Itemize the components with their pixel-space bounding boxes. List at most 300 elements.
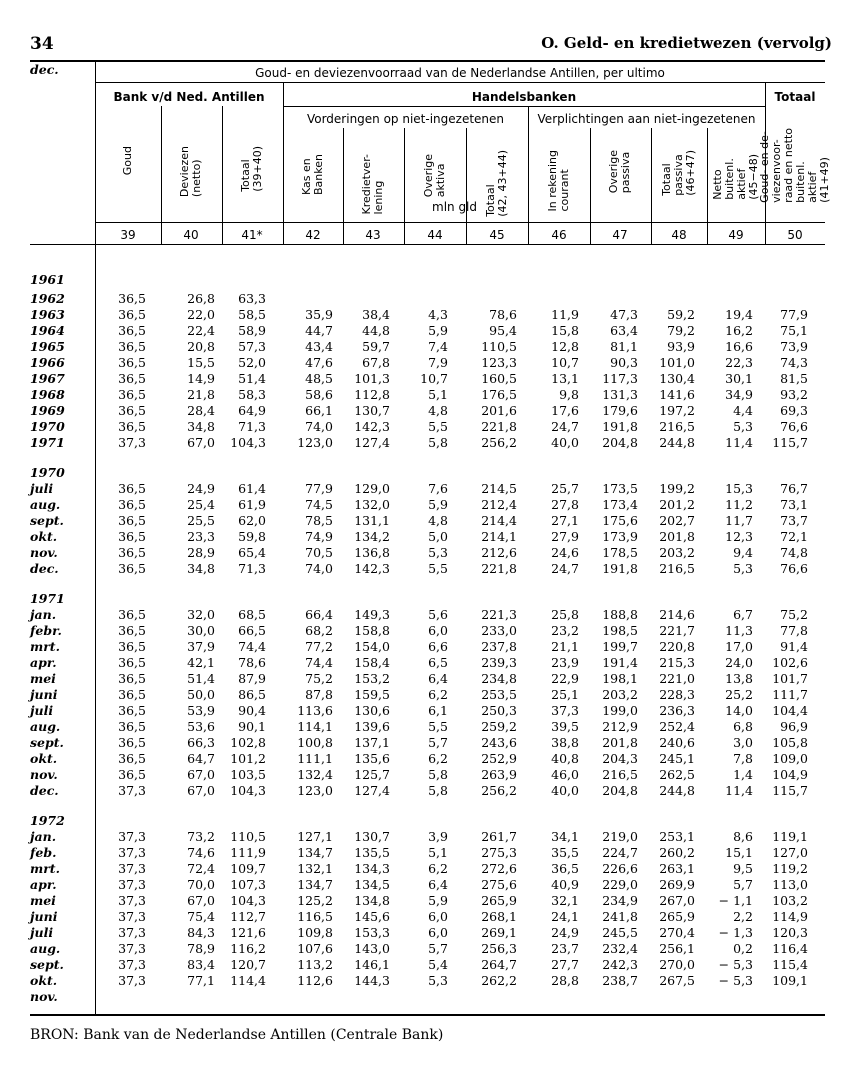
table-cell: 93,2 bbox=[780, 387, 808, 402]
table-cell: 57,3 bbox=[238, 339, 266, 354]
table-cell: 114,4 bbox=[230, 973, 266, 988]
table-cell: 37,3 bbox=[118, 909, 146, 924]
table-cell: 12,3 bbox=[725, 529, 753, 544]
table-cell: 8,6 bbox=[733, 829, 753, 844]
table-cell: 244,8 bbox=[659, 435, 695, 450]
table-cell: 37,3 bbox=[118, 861, 146, 876]
table-cell: 137,1 bbox=[354, 735, 390, 750]
table-cell: 268,1 bbox=[481, 909, 517, 924]
row-label: juni bbox=[30, 687, 58, 702]
table-cell: 130,7 bbox=[354, 829, 390, 844]
table-cell: 36,5 bbox=[118, 291, 146, 306]
table-cell: 141,6 bbox=[659, 387, 695, 402]
row-label: juli bbox=[30, 925, 54, 940]
table-cell: 52,0 bbox=[238, 355, 266, 370]
table-cell: 36,5 bbox=[118, 687, 146, 702]
table-cell: 11,3 bbox=[725, 623, 753, 638]
table-cell: 275,6 bbox=[481, 877, 517, 892]
row-label: 1970 bbox=[30, 465, 65, 480]
table-cell: 134,7 bbox=[297, 877, 333, 892]
table-cell: 40,0 bbox=[551, 783, 579, 798]
table-cell: 107,6 bbox=[297, 941, 333, 956]
column-number: 49 bbox=[728, 228, 744, 242]
table-cell: 39,5 bbox=[551, 719, 579, 734]
table-cell: 130,4 bbox=[659, 371, 695, 386]
table-cell: 201,8 bbox=[659, 529, 695, 544]
table-cell: 9,8 bbox=[559, 387, 579, 402]
table-cell: 32,1 bbox=[551, 893, 579, 908]
table-cell: 202,7 bbox=[659, 513, 695, 528]
table-cell: 46,0 bbox=[551, 767, 579, 782]
table-cell: 22,0 bbox=[187, 307, 215, 322]
table-cell: 0,2 bbox=[733, 941, 753, 956]
table-cell: 37,3 bbox=[118, 845, 146, 860]
column-header-44: Overige aktiva bbox=[422, 154, 447, 198]
table-cell: 77,9 bbox=[305, 481, 333, 496]
group-vorderingen: Vorderingen op niet-ingezetenen bbox=[306, 112, 505, 126]
table-cell: 139,6 bbox=[354, 719, 390, 734]
table-cell: 267,0 bbox=[659, 893, 695, 908]
table-cell: 36,5 bbox=[118, 339, 146, 354]
table-cell: 146,1 bbox=[354, 957, 390, 972]
table-cell: 103,2 bbox=[772, 893, 808, 908]
table-cell: 115,7 bbox=[772, 435, 808, 450]
table-cell: 117,3 bbox=[602, 371, 638, 386]
table-cell: 59,7 bbox=[362, 339, 390, 354]
table-cell: 37,3 bbox=[118, 435, 146, 450]
column-header-49: Netto buitenl. aktief (45−48) bbox=[711, 154, 760, 200]
table-cell: 262,5 bbox=[659, 767, 695, 782]
table-cell: 37,3 bbox=[118, 877, 146, 892]
table-cell: 70,0 bbox=[187, 877, 215, 892]
table-cell: 32,0 bbox=[187, 607, 215, 622]
table-cell: 70,5 bbox=[305, 545, 333, 560]
column-number: 40 bbox=[183, 228, 199, 242]
column-header-46: In rekening courant bbox=[546, 150, 571, 212]
table-cell: 7,4 bbox=[428, 339, 448, 354]
table-cell: 90,1 bbox=[238, 719, 266, 734]
table-cell: 16,6 bbox=[725, 339, 753, 354]
table-cell: 270,4 bbox=[659, 925, 695, 940]
row-label: juli bbox=[30, 481, 54, 496]
table-cell: 110,5 bbox=[230, 829, 266, 844]
table-cell: 58,3 bbox=[238, 387, 266, 402]
table-cell: 67,0 bbox=[187, 893, 215, 908]
table-cell: 11,9 bbox=[551, 307, 579, 322]
table-cell: 4,8 bbox=[428, 403, 448, 418]
column-number: 48 bbox=[671, 228, 687, 242]
row-label: aug. bbox=[30, 497, 61, 512]
table-cell: 9,5 bbox=[733, 861, 753, 876]
row-label: 1971 bbox=[30, 435, 65, 450]
table-cell: 42,1 bbox=[187, 655, 215, 670]
table-cell: 75,2 bbox=[780, 607, 808, 622]
table-cell: 229,0 bbox=[602, 877, 638, 892]
table-cell: 116,5 bbox=[297, 909, 333, 924]
table-cell: 58,9 bbox=[238, 323, 266, 338]
table-cell: 275,3 bbox=[481, 845, 517, 860]
table-cell: 100,8 bbox=[297, 735, 333, 750]
table-cell: 6,2 bbox=[428, 687, 448, 702]
table-cell: 77,8 bbox=[780, 623, 808, 638]
table-cell: 252,4 bbox=[659, 719, 695, 734]
table-cell: 81,5 bbox=[780, 371, 808, 386]
table-cell: 160,5 bbox=[481, 371, 517, 386]
table-cell: 59,2 bbox=[667, 307, 695, 322]
table-cell: 30,1 bbox=[725, 371, 753, 386]
table-cell: 226,6 bbox=[602, 861, 638, 876]
table-cell: 11,4 bbox=[725, 783, 753, 798]
column-header-42: Kas en Banken bbox=[300, 154, 325, 195]
row-label: aug. bbox=[30, 941, 61, 956]
table-cell: 74,8 bbox=[780, 545, 808, 560]
table-cell: 64,7 bbox=[187, 751, 215, 766]
unit-label: mln gld bbox=[432, 200, 478, 214]
table-cell: 5,5 bbox=[428, 719, 448, 734]
data-table bbox=[30, 60, 831, 1016]
table-cell: 25,5 bbox=[187, 513, 215, 528]
table-cell: 36,5 bbox=[118, 655, 146, 670]
table-cell: 224,7 bbox=[602, 845, 638, 860]
table-cell: 28,4 bbox=[187, 403, 215, 418]
table-cell: 132,4 bbox=[297, 767, 333, 782]
table-cell: 127,4 bbox=[354, 783, 390, 798]
table-cell: 10,7 bbox=[420, 371, 448, 386]
table-cell: 40,0 bbox=[551, 435, 579, 450]
table-cell: 5,5 bbox=[428, 561, 448, 576]
table-cell: 23,2 bbox=[551, 623, 579, 638]
table-cell: 131,3 bbox=[602, 387, 638, 402]
table-cell: 6,0 bbox=[428, 925, 448, 940]
table-cell: 216,5 bbox=[659, 561, 695, 576]
table-cell: 113,0 bbox=[772, 877, 808, 892]
row-label: juni bbox=[30, 909, 58, 924]
table-cell: 36,5 bbox=[118, 703, 146, 718]
table-cell: 262,2 bbox=[481, 973, 517, 988]
table-cell: 37,3 bbox=[118, 925, 146, 940]
table-cell: 24,9 bbox=[551, 925, 579, 940]
table-cell: 220,8 bbox=[659, 639, 695, 654]
table-cell: 22,9 bbox=[551, 671, 579, 686]
table-cell: 188,8 bbox=[602, 607, 638, 622]
table-cell: 5,4 bbox=[428, 957, 448, 972]
table-cell: 50,0 bbox=[187, 687, 215, 702]
table-cell: 19,4 bbox=[725, 307, 753, 322]
table-cell: 212,9 bbox=[602, 719, 638, 734]
table-cell: − 5,3 bbox=[718, 957, 753, 972]
table-cell: 120,7 bbox=[230, 957, 266, 972]
table-cell: 154,0 bbox=[354, 639, 390, 654]
table-cell: 221,8 bbox=[481, 419, 517, 434]
table-cell: 204,8 bbox=[602, 783, 638, 798]
table-cell: 27,8 bbox=[551, 497, 579, 512]
table-cell: 179,6 bbox=[602, 403, 638, 418]
table-cell: 232,4 bbox=[602, 941, 638, 956]
table-cell: 15,8 bbox=[551, 323, 579, 338]
table-cell: 20,8 bbox=[187, 339, 215, 354]
table-cell: 113,2 bbox=[297, 957, 333, 972]
table-cell: 64,9 bbox=[238, 403, 266, 418]
table-cell: 109,0 bbox=[772, 751, 808, 766]
table-cell: 23,3 bbox=[187, 529, 215, 544]
column-header-43: Kredietver- lening bbox=[360, 154, 385, 215]
table-cell: 242,3 bbox=[602, 957, 638, 972]
table-cell: 120,3 bbox=[772, 925, 808, 940]
row-label: 1969 bbox=[30, 403, 65, 418]
table-cell: 5,9 bbox=[428, 323, 448, 338]
row-label: mrt. bbox=[30, 861, 60, 876]
row-label: nov. bbox=[30, 767, 58, 782]
table-cell: 72,4 bbox=[187, 861, 215, 876]
table-cell: 73,1 bbox=[780, 497, 808, 512]
table-cell: 73,9 bbox=[780, 339, 808, 354]
table-cell: 6,4 bbox=[428, 671, 448, 686]
table-cell: 87,9 bbox=[238, 671, 266, 686]
row-label: nov. bbox=[30, 545, 58, 560]
table-cell: 153,3 bbox=[354, 925, 390, 940]
column-number: 50 bbox=[787, 228, 803, 242]
table-cell: 7,8 bbox=[733, 751, 753, 766]
table-cell: 5,1 bbox=[428, 387, 448, 402]
table-cell: 5,7 bbox=[428, 735, 448, 750]
table-cell: 135,6 bbox=[354, 751, 390, 766]
group-totaal: Totaal bbox=[774, 90, 816, 104]
table-cell: 121,6 bbox=[230, 925, 266, 940]
table-cell: 264,7 bbox=[481, 957, 517, 972]
table-cell: 256,1 bbox=[659, 941, 695, 956]
table-cell: 142,3 bbox=[354, 419, 390, 434]
table-cell: 158,4 bbox=[354, 655, 390, 670]
row-label: sept. bbox=[30, 957, 64, 972]
table-cell: 203,2 bbox=[659, 545, 695, 560]
table-cell: 36,5 bbox=[118, 323, 146, 338]
table-cell: 158,8 bbox=[354, 623, 390, 638]
table-cell: 256,3 bbox=[481, 941, 517, 956]
table-cell: 43,4 bbox=[305, 339, 333, 354]
table-cell: 86,5 bbox=[238, 687, 266, 702]
table-cell: 109,7 bbox=[230, 861, 266, 876]
table-cell: 253,1 bbox=[659, 829, 695, 844]
table-cell: 125,7 bbox=[354, 767, 390, 782]
table-cell: 234,9 bbox=[602, 893, 638, 908]
table-cell: 113,6 bbox=[297, 703, 333, 718]
table-cell: 221,0 bbox=[659, 671, 695, 686]
table-cell: 6,4 bbox=[428, 877, 448, 892]
table-cell: 28,8 bbox=[551, 973, 579, 988]
column-number: 44 bbox=[427, 228, 443, 242]
table-cell: 51,4 bbox=[238, 371, 266, 386]
table-cell: 250,3 bbox=[481, 703, 517, 718]
table-cell: 14,0 bbox=[725, 703, 753, 718]
table-cell: 68,5 bbox=[238, 607, 266, 622]
table-cell: 74,5 bbox=[305, 497, 333, 512]
table-cell: 109,1 bbox=[772, 973, 808, 988]
table-cell: 6,0 bbox=[428, 909, 448, 924]
table-cell: 44,8 bbox=[362, 323, 390, 338]
table-cell: 5,7 bbox=[428, 941, 448, 956]
table-cell: 236,3 bbox=[659, 703, 695, 718]
table-cell: 40,8 bbox=[551, 751, 579, 766]
table-cell: 221,8 bbox=[481, 561, 517, 576]
table-cell: 24,7 bbox=[551, 419, 579, 434]
table-cell: 3,0 bbox=[733, 735, 753, 750]
table-cell: 40,9 bbox=[551, 877, 579, 892]
table-cell: 74,3 bbox=[780, 355, 808, 370]
table-cell: 245,1 bbox=[659, 751, 695, 766]
row-label: nov. bbox=[30, 989, 58, 1004]
table-cell: 130,7 bbox=[354, 403, 390, 418]
table-cell: 129,0 bbox=[354, 481, 390, 496]
row-label: okt. bbox=[30, 973, 58, 988]
table-cell: 75,2 bbox=[305, 671, 333, 686]
table-cell: 6,2 bbox=[428, 751, 448, 766]
row-label: apr. bbox=[30, 877, 57, 892]
running-title: O. Geld- en kredietwezen (vervolg) bbox=[541, 34, 832, 52]
table-cell: 61,9 bbox=[238, 497, 266, 512]
table-cell: 36,5 bbox=[118, 481, 146, 496]
table-cell: 5,3 bbox=[428, 973, 448, 988]
table-cell: 6,0 bbox=[428, 623, 448, 638]
table-cell: 36,5 bbox=[118, 307, 146, 322]
table-cell: 67,8 bbox=[362, 355, 390, 370]
table-cell: 44,7 bbox=[305, 323, 333, 338]
table-cell: 5,3 bbox=[428, 545, 448, 560]
table-cell: 104,3 bbox=[230, 435, 266, 450]
row-label: feb. bbox=[30, 845, 57, 860]
table-cell: 93,9 bbox=[667, 339, 695, 354]
table-cell: 203,2 bbox=[602, 687, 638, 702]
table-cell: 5,8 bbox=[428, 435, 448, 450]
table-cell: 73,2 bbox=[187, 829, 215, 844]
table-cell: 153,2 bbox=[354, 671, 390, 686]
table-cell: 6,5 bbox=[428, 655, 448, 670]
table-cell: 36,5 bbox=[118, 561, 146, 576]
table-cell: 216,5 bbox=[659, 419, 695, 434]
table-cell: 239,3 bbox=[481, 655, 517, 670]
table-cell: 111,9 bbox=[230, 845, 266, 860]
table-cell: 111,1 bbox=[297, 751, 333, 766]
table-cell: 263,1 bbox=[659, 861, 695, 876]
table-cell: 51,4 bbox=[187, 671, 215, 686]
table-cell: 36,5 bbox=[118, 355, 146, 370]
table-cell: 199,0 bbox=[602, 703, 638, 718]
table-cell: 116,4 bbox=[772, 941, 808, 956]
table-cell: 261,7 bbox=[481, 829, 517, 844]
row-label: jan. bbox=[30, 829, 57, 844]
table-cell: 36,5 bbox=[118, 671, 146, 686]
table-cell: 87,8 bbox=[305, 687, 333, 702]
table-cell: 123,3 bbox=[481, 355, 517, 370]
table-cell: 104,3 bbox=[230, 893, 266, 908]
table-cell: 6,7 bbox=[733, 607, 753, 622]
table-cell: 132,0 bbox=[354, 497, 390, 512]
table-cell: 36,5 bbox=[118, 751, 146, 766]
table-cell: 95,4 bbox=[489, 323, 517, 338]
table-cell: 234,8 bbox=[481, 671, 517, 686]
table-cell: 67,0 bbox=[187, 435, 215, 450]
table-cell: 114,9 bbox=[772, 909, 808, 924]
table-cell: 204,3 bbox=[602, 751, 638, 766]
table-cell: 34,1 bbox=[551, 829, 579, 844]
table-cell: 36,5 bbox=[118, 719, 146, 734]
row-label: 1963 bbox=[30, 307, 65, 322]
table-cell: 36,5 bbox=[118, 497, 146, 512]
table-cell: 84,3 bbox=[187, 925, 215, 940]
table-cell: 74,0 bbox=[305, 419, 333, 434]
row-label: mei bbox=[30, 893, 56, 908]
table-cell: 175,6 bbox=[602, 513, 638, 528]
table-cell: 74,0 bbox=[305, 561, 333, 576]
table-cell: 110,5 bbox=[481, 339, 517, 354]
table-cell: 216,5 bbox=[602, 767, 638, 782]
table-cell: 23,7 bbox=[551, 941, 579, 956]
table-cell: 74,4 bbox=[305, 655, 333, 670]
row-label: 1966 bbox=[30, 355, 65, 370]
table-cell: 91,4 bbox=[780, 639, 808, 654]
table-cell: 136,8 bbox=[354, 545, 390, 560]
column-number: 47 bbox=[612, 228, 628, 242]
table-cell: 17,0 bbox=[725, 639, 753, 654]
table-cell: 112,6 bbox=[297, 973, 333, 988]
table-cell: 145,6 bbox=[354, 909, 390, 924]
table-cell: 221,7 bbox=[659, 623, 695, 638]
table-cell: 244,8 bbox=[659, 783, 695, 798]
table-cell: 23,9 bbox=[551, 655, 579, 670]
row-label: sept. bbox=[30, 735, 64, 750]
column-number: 39 bbox=[120, 228, 136, 242]
table-cell: 83,4 bbox=[187, 957, 215, 972]
table-cell: 198,1 bbox=[602, 671, 638, 686]
table-cell: 79,2 bbox=[667, 323, 695, 338]
table-cell: 127,4 bbox=[354, 435, 390, 450]
table-cell: 237,8 bbox=[481, 639, 517, 654]
table-cell: 1,4 bbox=[733, 767, 753, 782]
table-cell: 269,1 bbox=[481, 925, 517, 940]
table-cell: 191,8 bbox=[602, 561, 638, 576]
table-cell: 201,8 bbox=[602, 735, 638, 750]
table-cell: 102,6 bbox=[772, 655, 808, 670]
table-cell: 9,4 bbox=[733, 545, 753, 560]
table-cell: 199,7 bbox=[602, 639, 638, 654]
table-cell: 16,2 bbox=[725, 323, 753, 338]
table-cell: 76,6 bbox=[780, 419, 808, 434]
table-cell: 272,6 bbox=[481, 861, 517, 876]
table-cell: 253,5 bbox=[481, 687, 517, 702]
table-cell: 96,9 bbox=[780, 719, 808, 734]
table-cell: 101,7 bbox=[772, 671, 808, 686]
table-cell: 38,4 bbox=[362, 307, 390, 322]
column-number: 45 bbox=[489, 228, 505, 242]
column-header-48: Totaal passiva (46+47) bbox=[660, 150, 697, 196]
table-cell: 3,9 bbox=[428, 829, 448, 844]
table-cell: 115,7 bbox=[772, 783, 808, 798]
table-cell: 58,5 bbox=[238, 307, 266, 322]
table-cell: 135,5 bbox=[354, 845, 390, 860]
table-cell: 66,5 bbox=[238, 623, 266, 638]
table-cell: 75,1 bbox=[780, 323, 808, 338]
row-label: dec. bbox=[30, 561, 59, 576]
row-label: okt. bbox=[30, 751, 58, 766]
table-cell: 5,8 bbox=[428, 783, 448, 798]
table-cell: 112,7 bbox=[230, 909, 266, 924]
table-cell: 5,1 bbox=[428, 845, 448, 860]
table-cell: 13,8 bbox=[725, 671, 753, 686]
table-cell: 47,3 bbox=[610, 307, 638, 322]
table-cell: 119,1 bbox=[772, 829, 808, 844]
table-cell: 5,0 bbox=[428, 529, 448, 544]
table-cell: 90,3 bbox=[610, 355, 638, 370]
table-cell: 109,8 bbox=[297, 925, 333, 940]
